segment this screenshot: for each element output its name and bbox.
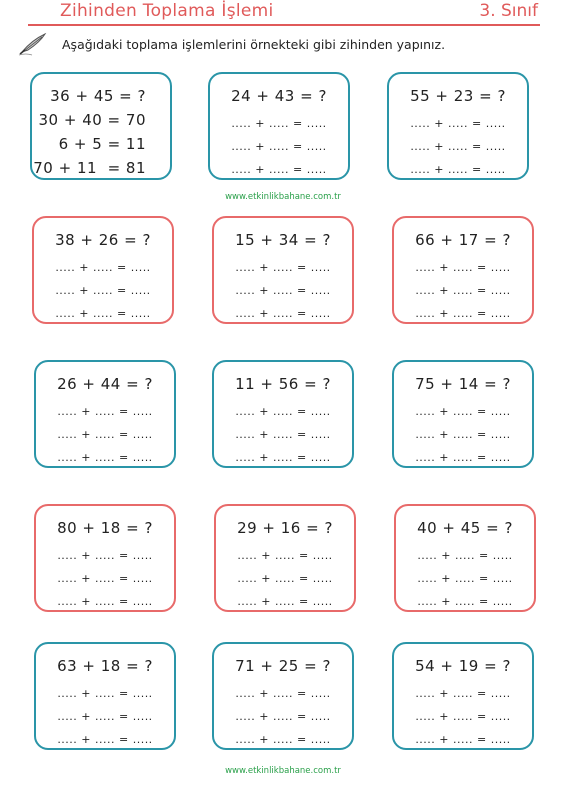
exercise-card xyxy=(34,642,176,750)
answer-blank-line[interactable]: ..... + ..... = ..... xyxy=(231,140,327,153)
answer-blank-line[interactable]: ..... + ..... = ..... xyxy=(237,572,333,585)
answer-blank-line[interactable]: ..... + ..... = ..... xyxy=(57,428,153,441)
exercise-card xyxy=(214,504,356,612)
exercise-question: 26 + 44 = ? xyxy=(57,375,153,393)
exercise-question: 11 + 56 = ? xyxy=(235,375,331,393)
exercise-question: 80 + 18 = ? xyxy=(57,519,153,537)
answer-blank-line[interactable]: ..... + ..... = ..... xyxy=(417,572,513,585)
exercise-card xyxy=(392,360,534,468)
instruction-text: Aşağıdaki toplama işlemlerini örnekteki gibi zihinden yapınız. xyxy=(62,37,446,52)
answer-blank-line[interactable]: ..... + ..... = ..... xyxy=(235,687,331,700)
answer-blank-line[interactable]: ..... + ..... = ..... xyxy=(415,733,511,746)
exercise-card xyxy=(387,72,529,180)
answer-blank-line[interactable]: ..... + ..... = ..... xyxy=(231,117,327,130)
answer-blank-line[interactable]: ..... + ..... = ..... xyxy=(237,595,333,608)
exercise-card xyxy=(32,216,174,324)
exercise-card xyxy=(392,642,534,750)
answer-blank-line[interactable]: ..... + ..... = ..... xyxy=(415,284,511,297)
exercise-question: 29 + 16 = ? xyxy=(237,519,333,537)
answer-blank-line[interactable]: ..... + ..... = ..... xyxy=(415,687,511,700)
answer-blank-line[interactable]: ..... + ..... = ..... xyxy=(57,572,153,585)
exercise-question: 63 + 18 = ? xyxy=(57,657,153,675)
answer-blank-line[interactable]: ..... + ..... = ..... xyxy=(410,140,506,153)
exercise-card xyxy=(212,360,354,468)
answer-blank-line[interactable]: ..... + ..... = ..... xyxy=(231,163,327,176)
example-line: 36 + 45 = ? xyxy=(50,87,146,105)
answer-blank-line[interactable]: ..... + ..... = ..... xyxy=(57,595,153,608)
answer-blank-line[interactable]: ..... + ..... = ..... xyxy=(235,307,331,320)
answer-blank-line[interactable]: ..... + ..... = ..... xyxy=(417,595,513,608)
answer-blank-line[interactable]: ..... + ..... = ..... xyxy=(235,733,331,746)
answer-blank-line[interactable]: ..... + ..... = ..... xyxy=(235,428,331,441)
answer-blank-line[interactable]: ..... + ..... = ..... xyxy=(235,284,331,297)
exercise-card xyxy=(212,642,354,750)
exercise-card xyxy=(212,216,354,324)
answer-blank-line[interactable]: ..... + ..... = ..... xyxy=(415,261,511,274)
website-url: www.etkinlikbahane.com.tr xyxy=(225,192,341,202)
answer-blank-line[interactable]: ..... + ..... = ..... xyxy=(410,163,506,176)
website-url: www.etkinlikbahane.com.tr xyxy=(225,766,341,776)
answer-blank-line[interactable]: ..... + ..... = ..... xyxy=(57,405,153,418)
answer-blank-line[interactable]: ..... + ..... = ..... xyxy=(55,261,151,274)
answer-blank-line[interactable]: ..... + ..... = ..... xyxy=(235,451,331,464)
exercise-question: 55 + 23 = ? xyxy=(410,87,506,105)
example-line: 70 + 11 = 81 xyxy=(33,159,146,177)
answer-blank-line[interactable]: ..... + ..... = ..... xyxy=(415,405,511,418)
answer-blank-line[interactable]: ..... + ..... = ..... xyxy=(235,261,331,274)
answer-blank-line[interactable]: ..... + ..... = ..... xyxy=(417,549,513,562)
exercise-question: 66 + 17 = ? xyxy=(415,231,511,249)
answer-blank-line[interactable]: ..... + ..... = ..... xyxy=(415,307,511,320)
example-card xyxy=(30,72,172,180)
exercise-card xyxy=(34,360,176,468)
exercise-question: 54 + 19 = ? xyxy=(415,657,511,675)
answer-blank-line[interactable]: ..... + ..... = ..... xyxy=(237,549,333,562)
worksheet-title: Zihinden Toplama İşlemi xyxy=(60,1,274,21)
answer-blank-line[interactable]: ..... + ..... = ..... xyxy=(415,451,511,464)
answer-blank-line[interactable]: ..... + ..... = ..... xyxy=(57,549,153,562)
grade-label: 3. Sınıf xyxy=(479,1,538,21)
exercise-card xyxy=(208,72,350,180)
exercise-question: 15 + 34 = ? xyxy=(235,231,331,249)
example-line: 30 + 40 = 70 xyxy=(38,111,146,129)
answer-blank-line[interactable]: ..... + ..... = ..... xyxy=(415,710,511,723)
answer-blank-line[interactable]: ..... + ..... = ..... xyxy=(410,117,506,130)
answer-blank-line[interactable]: ..... + ..... = ..... xyxy=(57,687,153,700)
answer-blank-line[interactable]: ..... + ..... = ..... xyxy=(235,405,331,418)
exercise-card xyxy=(34,504,176,612)
exercise-card xyxy=(394,504,536,612)
exercise-question: 24 + 43 = ? xyxy=(231,87,327,105)
answer-blank-line[interactable]: ..... + ..... = ..... xyxy=(55,284,151,297)
answer-blank-line[interactable]: ..... + ..... = ..... xyxy=(415,428,511,441)
answer-blank-line[interactable]: ..... + ..... = ..... xyxy=(57,451,153,464)
exercise-question: 75 + 14 = ? xyxy=(415,375,511,393)
exercise-question: 40 + 45 = ? xyxy=(417,519,513,537)
answer-blank-line[interactable]: ..... + ..... = ..... xyxy=(55,307,151,320)
answer-blank-line[interactable]: ..... + ..... = ..... xyxy=(57,733,153,746)
answer-blank-line[interactable]: ..... + ..... = ..... xyxy=(235,710,331,723)
example-line: 6 + 5 = 11 xyxy=(58,135,146,153)
answer-blank-line[interactable]: ..... + ..... = ..... xyxy=(57,710,153,723)
exercise-question: 38 + 26 = ? xyxy=(55,231,151,249)
exercise-question: 71 + 25 = ? xyxy=(235,657,331,675)
exercise-card xyxy=(392,216,534,324)
